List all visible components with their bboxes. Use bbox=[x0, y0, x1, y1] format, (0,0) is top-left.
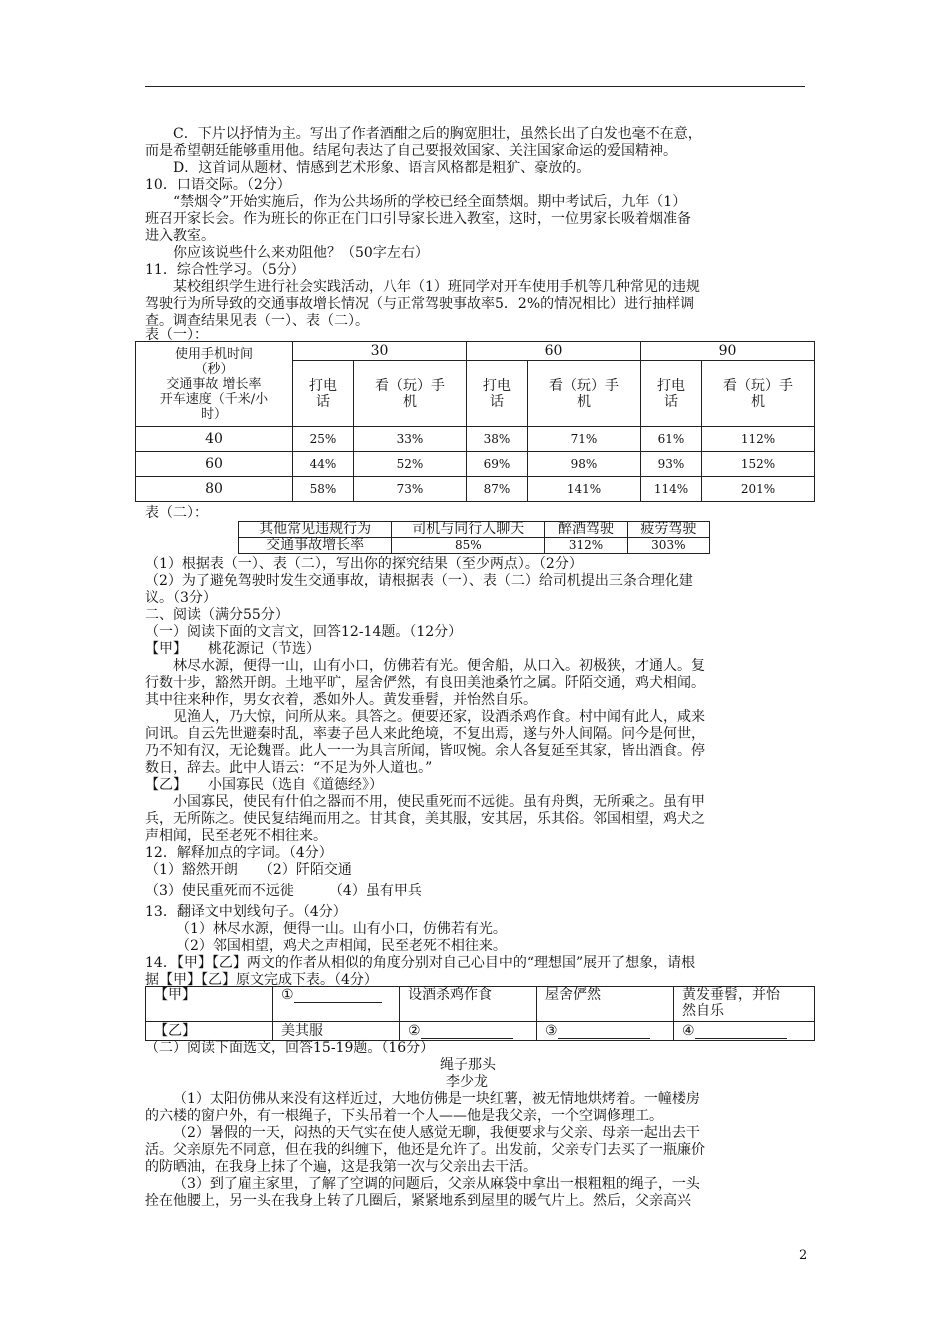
t3-jia-2: 设酒杀鸡作食 bbox=[400, 987, 537, 1022]
q11-text-line1: 某校组织学生进行社会实践活动，八年（1）班同学对开车使用手机等几种常见的违规 bbox=[173, 279, 700, 295]
time-90: 90 bbox=[641, 342, 815, 361]
t2-h0: 其他常见违规行为 bbox=[239, 522, 392, 538]
q11-sub2-line1: （2）为了避免驾驶时发生交通事故，请根据表（一）、表（二）给司机提出三条合理化建 bbox=[145, 573, 693, 589]
t2-h3: 疲劳驾驶 bbox=[627, 522, 709, 538]
text-yi-title: 【乙】 小国寡民（选自《道德经》） bbox=[145, 777, 383, 793]
table-row: 60 44% 52% 69% 98% 93% 152% bbox=[136, 452, 815, 477]
table-row: 40 25% 33% 38% 71% 61% 112% bbox=[136, 427, 815, 452]
sub-call: 打电 话 bbox=[467, 361, 528, 427]
time-30: 30 bbox=[293, 342, 467, 361]
t3-jia-4: 黄发垂髫，并怡 然自乐 bbox=[674, 987, 815, 1022]
article-title: 绳子那头 bbox=[440, 1057, 496, 1073]
header-rule bbox=[145, 86, 805, 87]
table1-label: 表（一）： bbox=[145, 327, 208, 343]
option-c-line1: C．下片以抒情为主。写出了作者酒酣之后的胸宽胆壮，虽然长出了白发也毫不在意， bbox=[173, 126, 702, 142]
option-c-line2: 而是希望朝廷能够重用他。结尾句表达了自己要报效国家、关注国家命运的爱国精神。 bbox=[145, 143, 677, 159]
question-14-line2: 据【甲】【乙】原文完成下表。（4分） bbox=[145, 972, 378, 988]
table-row: 80 58% 73% 87% 141% 114% 201% bbox=[136, 477, 815, 502]
q13-sentence-2: （2）邻国相望，鸡犬之声相闻，民至老死不相往来。 bbox=[176, 938, 507, 954]
section-2-title: 二、阅读（满分55分） bbox=[145, 607, 289, 623]
q12-items-2: （3）使民重死而不远徙 （4）虽有甲兵 bbox=[145, 883, 422, 899]
para-1-l2: 的六楼的窗户外，有一根绳子，下头吊着一个人——他是我父亲，一个空调修理工。 bbox=[145, 1108, 663, 1124]
question-10-title: 10．口语交际。（2分） bbox=[145, 177, 291, 193]
jia-p2-l4: 数日，辞去。此中人语云：“不足为外人道也。” bbox=[145, 760, 433, 776]
table1-header-cell: 使用手机时间 （秒） 交通事故 增长率 开车速度（千米/小 时） bbox=[136, 342, 293, 427]
reading-2-title: （二）阅读下面选文，回答15-19题。（16分） bbox=[145, 1040, 435, 1056]
para-1-l1: （1）太阳仿佛从来没有这样近过，大地仿佛是一块红薯，被无情地烘烤着。一幢楼房 bbox=[173, 1091, 700, 1107]
question-13-title: 13．翻译文中划线句子。（4分） bbox=[145, 904, 347, 920]
jia-p2-l1: 见渔人，乃大惊，问所从来。具答之。便要还家，设酒杀鸡作食。村中闻有此人，咸来 bbox=[173, 709, 705, 725]
t2-r3: 303% bbox=[627, 538, 709, 554]
q11-sub2-line2: 议。（3分） bbox=[145, 590, 217, 606]
sub-look: 看（玩）手 机 bbox=[528, 361, 641, 427]
page-number: 2 bbox=[799, 1248, 808, 1263]
sub-look: 看（玩）手 机 bbox=[354, 361, 467, 427]
q10-text-line2: 班召开家长会。作为班长的你正在门口引导家长进入教室，这时，一位男家长吸着烟准备 bbox=[145, 211, 691, 227]
q11-text-line2: 驾驶行为所导致的交通事故增长情况（与正常驾驶事故率5．2%的情况相比）进行抽样调 bbox=[145, 296, 695, 312]
t2-r2: 312% bbox=[545, 538, 627, 554]
t3-yi-1: 美其服 bbox=[273, 1022, 400, 1041]
table2-label: 表（二）： bbox=[145, 505, 208, 521]
t3-yi-3: ③ bbox=[537, 1022, 674, 1041]
question-12-title: 12．解释加点的字词。（4分） bbox=[145, 845, 333, 861]
para-3-l2: 拴在他腰上，另一头在我身上转了几圈后，紧紧地系到屋里的暖气片上。然后，父亲高兴 bbox=[145, 1193, 691, 1209]
jia-p1-l3: 其中往来种作，男女衣着，悉如外人。黄发垂髫，并怡然自乐。 bbox=[145, 692, 537, 708]
table-3 bbox=[145, 986, 815, 1041]
t3-jia: 【甲】 bbox=[146, 987, 273, 1022]
t3-yi: 【乙】 bbox=[146, 1022, 273, 1041]
para-2-l2: 活。父亲原先不同意，但在我的纠缠下，他还是允许了。出发前，父亲专门去买了一瓶廉价 bbox=[145, 1142, 705, 1158]
q10-text-line1: “禁烟令”开始实施后，作为公共场所的学校已经全面禁烟。期中考试后，九年（1） bbox=[173, 194, 687, 210]
yi-l2: 兵，无所陈之。使民复结绳而用之。甘其食，美其服，安其居，乐其俗。邻国相望，鸡犬之 bbox=[145, 811, 705, 827]
option-d: D．这首词从题材、情感到艺术形象、语言风格都是粗犷、豪放的。 bbox=[173, 160, 591, 176]
q12-items-1: （1）豁然开朗 （2）阡陌交通 bbox=[145, 862, 352, 878]
q10-text-line3: 进入教室。 bbox=[145, 228, 215, 244]
sub-call: 打电 话 bbox=[641, 361, 702, 427]
table-1 bbox=[135, 341, 815, 502]
t2-h2: 醉酒驾驶 bbox=[545, 522, 627, 538]
yi-l1: 小国寡民，使民有什伯之器而不用，使民重死而不远徙。虽有舟舆，无所乘之。虽有甲 bbox=[173, 794, 705, 810]
jia-p1-l1: 林尽水源，便得一山，山有小口，仿佛若有光。便舍船，从口入。初极狭，才通人。复 bbox=[173, 658, 705, 674]
jia-p2-l2: 问讯。自云先世避秦时乱，率妻子邑人来此绝境，不复出焉，遂与外人间隔。问今是何世， bbox=[145, 726, 705, 742]
question-14-line1: 14．【甲】【乙】两文的作者从相似的角度分别对自己心目中的“理想国”展开了想象，请根 bbox=[145, 955, 696, 971]
t3-yi-4: ④ bbox=[674, 1022, 815, 1041]
time-60: 60 bbox=[467, 342, 641, 361]
article-author: 李少龙 bbox=[446, 1074, 488, 1090]
question-11-title: 11．综合性学习。（5分） bbox=[145, 262, 305, 278]
sub-look: 看（玩）手 机 bbox=[702, 361, 815, 427]
table-2 bbox=[238, 521, 710, 554]
reading-1-title: （一）阅读下面的文言文，回答12-14题。（12分） bbox=[145, 624, 463, 640]
t2-r0: 交通事故增长率 bbox=[239, 538, 392, 554]
sub-call: 打电 话 bbox=[293, 361, 354, 427]
t3-yi-2: ② bbox=[400, 1022, 537, 1041]
q10-question: 你应该说些什么来劝阻他？（50字左右） bbox=[173, 245, 429, 261]
text-jia-title: 【甲】 桃花源记（节选） bbox=[145, 641, 320, 657]
q11-text-line3: 查。调查结果见表（一）、表（二）。 bbox=[145, 313, 369, 329]
t3-jia-3: 屋舍俨然 bbox=[537, 987, 674, 1022]
yi-l3: 声相闻，民至老死不相往来。 bbox=[145, 828, 327, 844]
para-2-l3: 的防晒油，在我身上抹了个遍，这是我第一次与父亲出去干活。 bbox=[145, 1159, 537, 1175]
q13-sentence-1: （1）林尽水源，便得一山。山有小口，仿佛若有光。 bbox=[176, 921, 507, 937]
jia-p2-l3: 乃不知有汉，无论魏晋。此人一一为具言所闻，皆叹惋。余人各复延至其家，皆出酒食。停 bbox=[145, 743, 705, 759]
t3-jia-1: ① bbox=[273, 987, 400, 1022]
para-2-l1: （2）暑假的一天，闷热的天气实在使人感觉无聊，我便要求与父亲、母亲一起出去干 bbox=[173, 1125, 700, 1141]
q11-sub1: （1）根据表（一）、表（二），写出你的探究结果（至少两点）。（2分） bbox=[145, 556, 583, 572]
jia-p1-l2: 行数十步，豁然开朗。土地平旷，屋舍俨然，有良田美池桑竹之属。阡陌交通，鸡犬相闻。 bbox=[145, 675, 705, 691]
t2-r1: 85% bbox=[392, 538, 545, 554]
t2-h1: 司机与同行人聊天 bbox=[392, 522, 545, 538]
para-3-l1: （3）到了雇主家里，了解了空调的问题后，父亲从麻袋中拿出一根粗粗的绳子，一头 bbox=[173, 1176, 700, 1192]
